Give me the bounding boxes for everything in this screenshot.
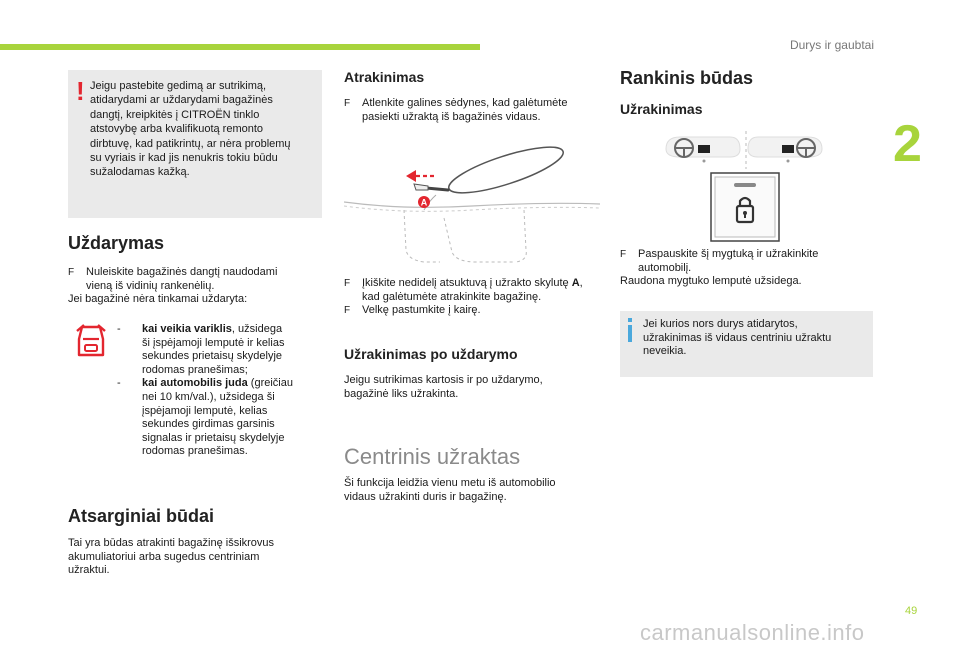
warning-line: sužalodamas kažką. xyxy=(90,166,190,179)
manual-heading: Rankinis būdas xyxy=(620,68,754,88)
backup-heading: Atsarginiai būdai xyxy=(68,506,215,526)
bullet-arrow-icon: F xyxy=(68,267,75,278)
warning-line: dirbtuvę, kad patikrintų, ar nėra problemų xyxy=(90,137,291,150)
manual-subheading: Užrakinimas xyxy=(620,101,703,117)
condition-line: ši įspėjamoji lemputė ir kelias xyxy=(142,336,285,349)
unlocking-steps xyxy=(344,277,600,318)
backup-line: Tai yra būdas atrakinti bagažinę išsikrovus xyxy=(68,537,275,549)
condition-line: rodomas pranešimas. xyxy=(142,445,248,458)
info-line: užrakinimas iš vidaus centriniu užraktu xyxy=(643,331,832,344)
condition-line: rodomas pranešimas; xyxy=(142,363,248,376)
manual-line: automobilį. xyxy=(638,261,692,274)
step-bold: A xyxy=(571,277,580,289)
condition-line: signalas ir prietaisų skydelyje xyxy=(142,431,285,444)
list-dash: - xyxy=(117,377,121,390)
page-number: 49 xyxy=(905,605,918,617)
bullet-arrow-icon: F xyxy=(344,305,351,316)
step-text: Velkę pastumkite į kairę. xyxy=(362,304,481,316)
manual-line: Paspauskite šį mygtuką ir užrakinkite xyxy=(638,248,819,260)
info-icon xyxy=(626,318,634,342)
unlocking-line: pasiekti užraktą iš bagažinės vidaus. xyxy=(362,110,541,123)
info-line: neveikia. xyxy=(643,345,687,358)
header-accent-bar xyxy=(0,44,480,50)
dashboard-illustration xyxy=(660,129,828,169)
warning-exclamation-icon: ! xyxy=(76,76,85,106)
watermark-text: carmanualsonline.info xyxy=(640,620,865,645)
closing-conditions-list xyxy=(117,323,317,459)
step-text: , kad galėtumėte atrakinkite bagažinę. xyxy=(362,277,583,303)
closing-heading: Uždarymas xyxy=(68,233,165,253)
list-dash: - xyxy=(117,323,121,335)
unlocking-intro xyxy=(344,97,600,124)
warning-line: dangtį, kreipkitės į CITROËN tinklo xyxy=(90,108,260,121)
info-line: Jei kurios nors durys atidarytos, xyxy=(643,318,798,330)
closing-condition-item xyxy=(117,323,317,377)
manual-instructions xyxy=(620,248,874,289)
bullet-arrow-icon: F xyxy=(344,278,351,289)
lock-after-close-line: bagažinė liks užrakinta. xyxy=(344,387,459,400)
closing-bullet-line: Nuleiskite bagažinės dangtį naudodami xyxy=(86,266,278,278)
condition-line: nei 10 km/val.), užsidega ši xyxy=(142,390,275,403)
unlocking-step xyxy=(344,277,600,304)
closing-bullet xyxy=(68,266,322,293)
unlocking-step xyxy=(344,304,600,318)
central-lock-heading: Centrinis užraktas xyxy=(344,444,521,469)
bullet-arrow-icon: F xyxy=(620,249,627,260)
warning-text xyxy=(90,79,316,180)
warning-line: atidarydami ar uždarydami bagažinės xyxy=(90,94,273,107)
unlocking-heading: Atrakinimas xyxy=(344,69,425,85)
central-lock-line: vidaus užrakinti duris ir bagažinę. xyxy=(344,490,507,503)
chapter-number: 2 xyxy=(893,115,922,173)
condition-bold: kai veikia variklis xyxy=(142,323,232,335)
backup-line: akumuliatoriui arba sugedus centriniam xyxy=(68,550,260,563)
closing-condition-item xyxy=(117,377,317,459)
step-text: Įkiškite nedidelį atsuktuvą į užrakto skylutę xyxy=(362,277,569,289)
backup-text xyxy=(68,537,322,578)
condition-bold: kai automobilis juda xyxy=(142,377,248,390)
unlocking-line: Atlenkite galines sėdynes, kad galėtumėte xyxy=(362,97,568,109)
closing-bullet-line: vieną iš vidinių rankenėlių. xyxy=(86,279,215,292)
condition-line: sekundes prietaisų skydelyje xyxy=(142,350,283,363)
info-text xyxy=(643,318,865,359)
manual-bullet xyxy=(620,248,874,275)
condition-line: įspėjamoji lemputė, kelias xyxy=(142,404,268,417)
closing-note: Jei bagažinė nėra tinkamai uždaryta: xyxy=(68,293,248,305)
bullet-arrow-icon: F xyxy=(344,98,351,109)
lock-after-close-heading: Užrakinimas po uždarymo xyxy=(344,346,518,362)
lock-after-close-line: Jeigu sutrikimas kartosis ir po uždarymo, xyxy=(344,374,543,386)
manual-note: Raudona mygtuko lemputė užsidega. xyxy=(620,275,802,287)
central-lock-button-icon xyxy=(710,172,780,242)
boot-open-warning-icon xyxy=(74,323,108,361)
condition-line: sekundes girdimas garsinis xyxy=(142,418,275,431)
screwdriver-lock-illustration xyxy=(344,140,600,265)
backup-line: užraktui. xyxy=(68,564,110,576)
unlocking-bullet xyxy=(344,97,600,124)
figure-label-a: A xyxy=(420,197,428,208)
warning-line: su vyriais ir kad jis nenukris tokiu būdu xyxy=(90,152,278,165)
warning-line: Jeigu pastebite gedimą ar sutrikimą, xyxy=(90,80,267,92)
warning-line: atstovybę arba kvalifikuotą remonto xyxy=(90,123,264,136)
central-lock-line: Ši funkcija leidžia vienu metu iš automobilio xyxy=(344,477,556,489)
section-title: Durys ir gaubtai xyxy=(789,38,874,52)
closing-instructions xyxy=(68,266,322,307)
condition-text: , užsidega xyxy=(231,323,283,335)
central-lock-text xyxy=(344,477,600,504)
condition-text: (greičiau xyxy=(247,377,293,390)
lock-after-close-text xyxy=(344,374,600,401)
